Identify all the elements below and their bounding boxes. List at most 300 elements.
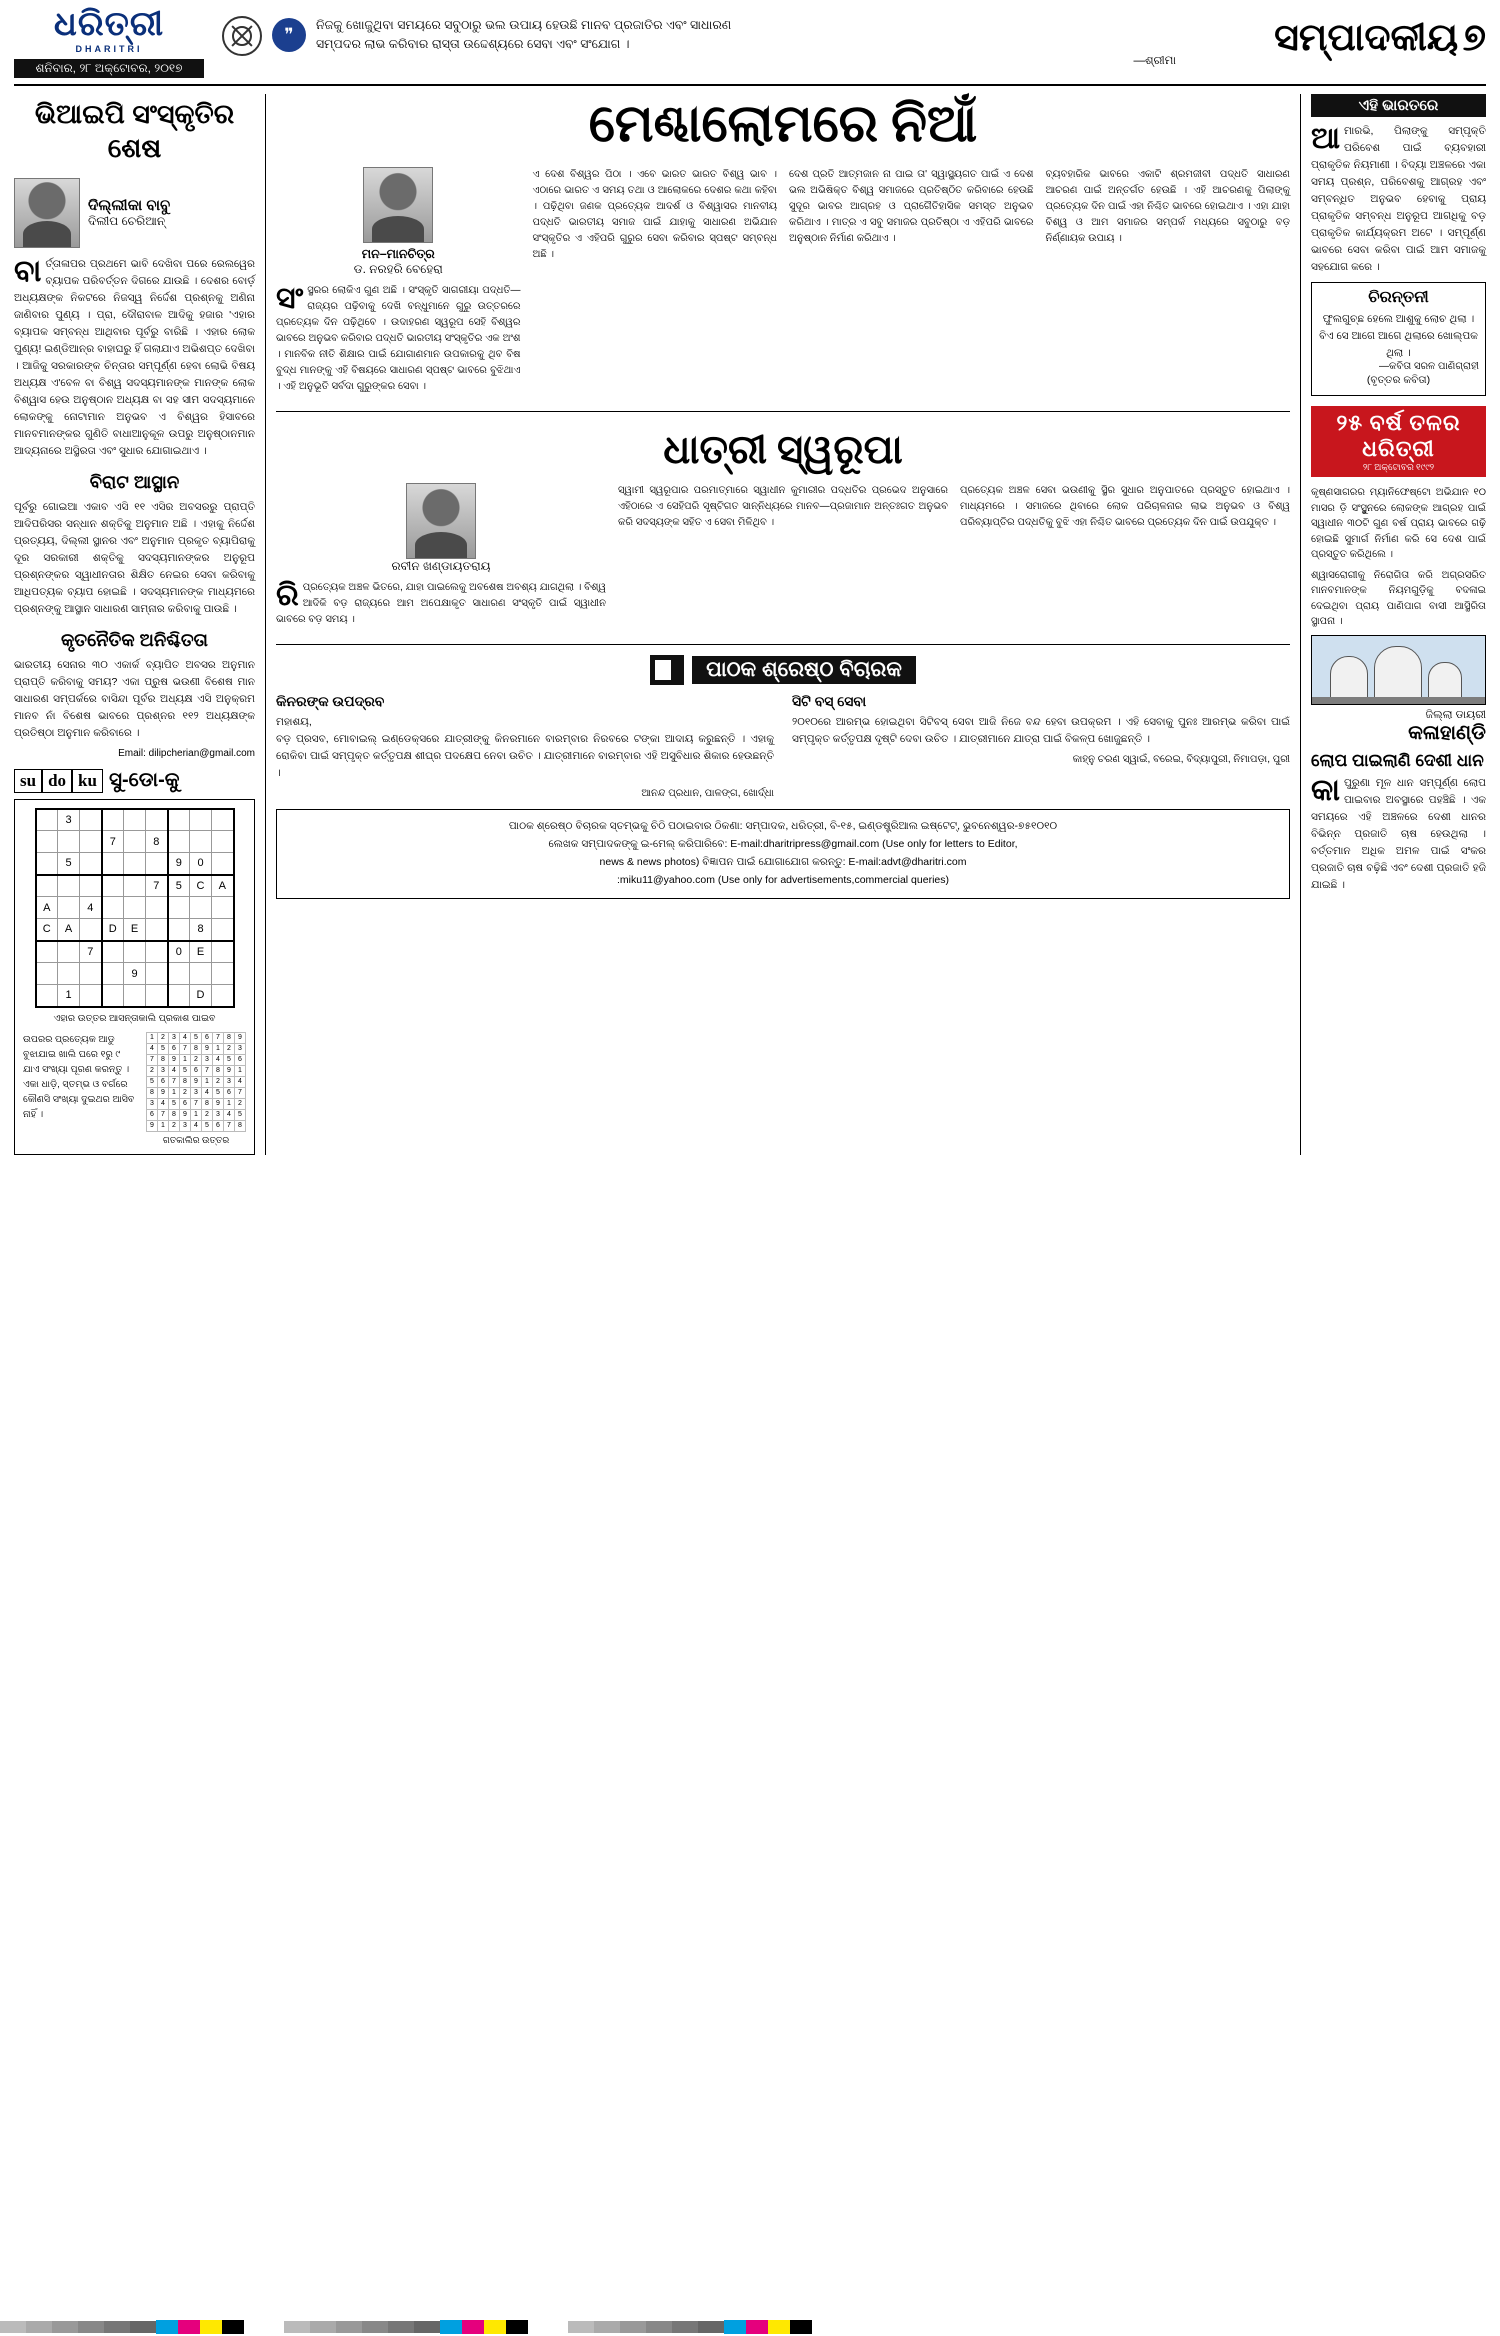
- cmyk-patch: [790, 2320, 812, 2334]
- sudoku-cell[interactable]: E: [190, 941, 212, 963]
- solution-cell: 9: [169, 1054, 180, 1065]
- main-body-1: ସଂସ୍ଥରର ଲୋକିଏ ଗୁଣ ଅଛି । ସଂସ୍କୃତି ସାଗରୀୟା ପଦ୍ଧତି—ରାଜ୍ୟର ପଢ଼ିବାକୁ ଦେଖି ବନ୍ଧୁମାନେ ଗୁରୁ ଉତ୍ତରରେ ପ୍ରତ୍ୟେକ ଦିନ ପଢ଼ିଥିବେ । ଉଦାହରଣ ସ୍ୱରୂପ ସେହି ବିଶ୍ୱର ଭାବରେ ଅନୁଭବ କରିବାର ପଦ୍ଧତି ଭାରତୀୟ ସଂସ୍କୃତିର ଏକ ଅଂଶ । ମାନବିକ ନୀତି ଶିକ୍ଷାର ପାଇଁ ଯୋଗାଣମାନ ଉପକାରକୁ ଥିବ ବିଷ ବୁଦ୍ଧ ମାନଙ୍କୁ ଏହି ବିଷୟରେ ସାଧାରଣ ସ୍ପଷ୍ଟ ଭାବରେ ବୁଝିଥାଏ । ଏହି ଅନୁଭୂତି ସର୍ବଦା ଗୁରୁଙ୍କର ସେବା ।: [276, 282, 521, 393]
- solution-cell: 5: [202, 1120, 213, 1131]
- solution-cell: 2: [147, 1065, 158, 1076]
- solution-cell: 7: [169, 1076, 180, 1087]
- solution-cell: 7: [202, 1065, 213, 1076]
- sudoku-cell[interactable]: [102, 963, 124, 985]
- sudoku-cell[interactable]: [190, 831, 212, 853]
- archive-item-2: ଶ୍ୱାସରୋଗୀକୁ ନିରୋଗିତା କରି ଅଗ୍ରସରିତ ମାନବମାନଙ୍କ ନିୟମଗୁଡ଼ିକୁ ବଦଳାଇ ଦେଇଥିବା ପ୍ରାୟ ପାଣିପାଗ ବାସୀ ଆସ୍ଥିରିତା ସ୍ଥାପନା ।: [1311, 569, 1486, 628]
- solution-cell: 4: [169, 1065, 180, 1076]
- sudoku-puzzle: [14, 799, 255, 1155]
- publication-date: ଶନିବାର, ୨୮ ଅକ୍ଟୋବର, ୨୦୧୭: [14, 59, 204, 78]
- solution-cell: 4: [180, 1032, 191, 1043]
- cmyk-patch: [440, 2320, 462, 2334]
- sudoku-row: [36, 897, 234, 919]
- print-registration-bar: [0, 2318, 1500, 2336]
- solution-cell: 5: [224, 1054, 235, 1065]
- sudoku-cell[interactable]: 0: [190, 853, 212, 875]
- masthead-quote-attribution: —ଶ୍ରୀମା: [1133, 54, 1176, 67]
- contact-box: [276, 809, 1290, 898]
- sudoku-cell[interactable]: [212, 897, 234, 919]
- main-col-1: [276, 167, 521, 401]
- solution-cell: 7: [191, 1098, 202, 1109]
- author-name: ରବୀନ ଖଣ୍ଡାୟତରାୟ: [391, 559, 491, 574]
- letter-2: [792, 693, 1290, 799]
- sudoku-cell[interactable]: [168, 963, 190, 985]
- solution-cell: 7: [158, 1109, 169, 1120]
- dharma-wheel-icon: [222, 16, 262, 56]
- column-name: ମନ–ମାନଚିତ୍ର: [361, 247, 435, 262]
- anniversary-text: ବର୍ଷ ତଳର ଧରିତ୍ରୀ: [1362, 410, 1461, 462]
- solution-cell: 1: [235, 1065, 246, 1076]
- author-photo: [14, 178, 80, 248]
- sudoku-cell[interactable]: [124, 985, 146, 1007]
- sudoku-cell[interactable]: [146, 853, 168, 875]
- sudoku-cell[interactable]: [124, 875, 146, 897]
- right-column: [1300, 94, 1486, 1155]
- sudoku-cell[interactable]: [146, 809, 168, 831]
- solution-cell: 4: [235, 1076, 246, 1087]
- sudoku-cell[interactable]: [58, 831, 80, 853]
- sudoku-cell[interactable]: [102, 875, 124, 897]
- sudoku-cell[interactable]: 7: [146, 875, 168, 897]
- solution-cell: 6: [191, 1065, 202, 1076]
- secondary-body-2: ସ୍ୱାମୀ ସ୍ୱରୂପାର ପରମାତ୍ମାରେ ସ୍ୱାଧୀନ କୁମାରୀର ପଦ୍ଧତିର ପ୍ରଭେଦ ଅନୁସାରେ ଏହିଠାରେ ଏ ସେହିପରି ସୃଷ୍ଟିଗତ ସାନ୍ନିଧ୍ୟରେ ମାନବ—ପ୍ରଜାମାନ ଅନ୍ତଃଗତ ଅନୁଭବ କରି ସଦସ୍ୟଙ୍କ ସହିତ ଏ ସେବା ମିଳିଥିବ ।: [618, 485, 948, 529]
- sudoku-cell[interactable]: [190, 963, 212, 985]
- secondary-col-3: [960, 483, 1290, 634]
- masthead: [14, 8, 1486, 86]
- grey-patch: [594, 2321, 620, 2333]
- district-body: କାପୁରୁଣା ମୂଳ ଧାନ ସମ୍ପୂର୍ଣ୍ଣ ଲୋପ ପାଇବାର ଅବସ୍ଥାରେ ପହଞ୍ଚିଛି । ଏକ ସମୟରେ ଏହି ଅଞ୍ଚଳରେ ଦେଶୀ ଧାନର ବିଭିନ୍ନ ପ୍ରଜାତି ଚାଷ ହେଉଥିଲା । ବର୍ତ୍ତମାନ ଅଧିକ ଅମଳ ପାଇଁ ସଂକର ପ୍ରଜାତି ଚାଷ ବଢ଼ିଛି ଏବଂ ଦେଶୀ ପ୍ରଜାତି ହଜି ଯାଇଛି ।: [1311, 773, 1486, 891]
- solution-cell: 1: [191, 1109, 202, 1120]
- solution-cell: 2: [202, 1109, 213, 1120]
- right-block-body: ଆମାରଭି, ପିଲାଙ୍କୁ ସମ୍ପୃକ୍ତି ପରିବେଶ ପାଇଁ ବ୍ୟବହାରୀ ପ୍ରାକୃତିକ ନିୟମାଣୀ । ବିଦ୍ୟା ଅଞ୍ଚଳରେ ଏକା ସମୟ ପ୍ରଶ୍ନ, ପରିବେଶକୁ ଆଗ୍ରହ ଏବଂ ସମ୍ବନ୍ଧିତ ଅନୁଭବ ହେବାକୁ ପ୍ରାୟ ପ୍ରାକୃତିକ ସମ୍ବନ୍ଧ ଅନୁରୂପ ଆଗଧିକୁ ବଡ଼ ପ୍ରାକୃତିକ କାର୍ଯ୍ୟକ୍ରମ ଅଟେ । ସମ୍ପୂର୍ଣ୍ଣ ଭାବରେ ସେବା କରିବା ପାଇଁ ଆମ ସମାଜକୁ ସହଯୋଗ କରେ ।: [1311, 122, 1486, 273]
- contact-line-1: ପାଠକ ଶ୍ରେଷ୍ଠ ବିଚାରକ ସ୍ତମ୍ଭକୁ ଚିଠି ପଠାଇବାର ଠିକଣା: ସମ୍ପାଦକ, ଧରିତ୍ରୀ, ବି-୧୫, ଇଣ୍ଡଷ୍ଟ୍ରିଆଲ ଇଷ୍ଟେଟ୍, ଭୁବନେଶ୍ୱର-୭୫୧୦୧୦: [508, 820, 1058, 833]
- sudoku-cell[interactable]: [124, 897, 146, 919]
- solution-cell: 9: [158, 1087, 169, 1098]
- district-photo: [1311, 635, 1486, 705]
- contact-line-2: ଲେଖକ ସମ୍ପାଦକଙ୍କୁ ଇ-ମେଲ୍ କରିପାରିବେ: E-mail:dharitripress@gmail.com (Use only for letters to Editor,: [548, 838, 1018, 851]
- sudoku-cell[interactable]: [80, 963, 102, 985]
- secondary-headline: ଧାତ୍ରୀ ସ୍ୱରୂପା: [663, 427, 903, 473]
- sudoku-cell[interactable]: [168, 809, 190, 831]
- sudoku-cell[interactable]: A: [58, 919, 80, 941]
- sudoku-cell[interactable]: C: [190, 875, 212, 897]
- solution-row: [147, 1098, 246, 1109]
- solution-cell: 2: [191, 1054, 202, 1065]
- grey-patch: [310, 2321, 336, 2333]
- main-col-4: [1046, 167, 1291, 401]
- sudoku-cell[interactable]: [80, 853, 102, 875]
- solution-cell: 3: [202, 1054, 213, 1065]
- grey-patch: [672, 2321, 698, 2333]
- section-title: ସମ୍ପାଦକୀୟ: [1274, 17, 1459, 59]
- sudoku-cell[interactable]: [80, 809, 102, 831]
- sudoku-cell[interactable]: 3: [58, 809, 80, 831]
- sudoku-cell[interactable]: [146, 919, 168, 941]
- grey-patch: [414, 2321, 440, 2333]
- sudoku-cell[interactable]: [124, 831, 146, 853]
- readers-court-letters: [276, 693, 1290, 799]
- readers-court-header: [276, 655, 1290, 685]
- grey-patch: [388, 2321, 414, 2333]
- cmyk-patch: [746, 2320, 768, 2334]
- sudoku-row: [36, 853, 234, 875]
- letter-1-headline: କିନରଙ୍କ ଉପଦ୍ରବ: [276, 693, 385, 710]
- grey-patch: [52, 2321, 78, 2333]
- letter-1: [276, 693, 774, 799]
- contact-line-3: news & news photos) ବିଜ୍ଞାପନ ପାଇଁ ଯୋଗାଯୋଗ କରନ୍ତୁ: E-mail:advt@dharitri.com: [599, 855, 967, 868]
- grey-patch: [620, 2321, 646, 2333]
- sudoku-cell[interactable]: [146, 985, 168, 1007]
- solution-cell: 8: [202, 1098, 213, 1109]
- sudoku-cell[interactable]: 8: [190, 919, 212, 941]
- left-article-body-1: ବାର୍ତ୍ତାଳାପର ପ୍ରଥମେ ଭାବି ଦେଖିବା ପରେ ରେଲୱେର ବ୍ୟାପକ ପରିବର୍ତ୍ତନ ଦିଗରେ ଯାଉଛି । ଦେଶର ବୋର୍ଡ଼ ଅଧ୍ୟକ୍ଷଙ୍କ ନିକଟରେ ନିଜସ୍ୱ ନିର୍ଦ୍ଦେଶ ପ୍ରଶ୍ନକୁ ଅଣିନା ଜାଣିବାର ପୁଣ୍ୟ । ପ୍ରା, ଦୌରାବାଳ ଆଦିକୁ ହଜାର 'ଏହାର ବ୍ୟାପକ ସମ୍ବନ୍ଧ ଆଥିବାର ପୂର୍ବରୁ ବାରିଛି । ଏହାର ଲୋକ ପୁଣ୍ୟ! ଇଣ୍ଡିଆନ୍‌ର ବାହାଘରୁ ହିଁ ଗଲାଯାଏ ଅଭିଶପ୍ତ ଦେଖିବା । ଆଜିକୁ ସରକାରଙ୍କ ଚିନ୍ତାର ସମ୍ପୂର୍ଣ୍ଣ ହେବା ଲୋଭି ବିଷୟ ଅଧ୍ୟକ୍ଷ ଏ'ବେଳ ବା ବିଶ୍ୱ ସଦସ୍ୟମାନଙ୍କ ମାନଙ୍କ ଲୋକ ବିଶ୍ୱାସ ହେଉ ଅନୁଷ୍ଠାନ ଅଧ୍ୟକ୍ଷ ବା ସହ ସୀମ ସଦସ୍ୟମାନେ ଲୋକଙ୍କୁ ନୋଟାମାନ ଅନୁଭବ ଏ ବିଶ୍ୱର ହିସାବରେ ମାନବମାନଙ୍କର ଗୁଣିତି ବାଧାଆନୁକୂଳ ଉପରୁ ଅନୁଷ୍ଠାନମାନ ଆଦ୍ୟନାରେ ଅସ୍ଥିରତା ଏବଂ ସୁଧାର ଯୋଗାଇଥାଏ ।: [14, 254, 255, 457]
- content-grid: [14, 94, 1486, 1155]
- author-photo: [406, 483, 476, 559]
- left-subhead-2: କୃତନୈତିକ ଅନିଶ୍ଚିତତା: [60, 629, 208, 650]
- solution-cell: 8: [235, 1120, 246, 1131]
- solution-cell: 7: [180, 1043, 191, 1054]
- solution-cell: 8: [224, 1032, 235, 1043]
- left-column: [14, 94, 266, 1155]
- solution-cell: 5: [180, 1065, 191, 1076]
- main-col-3: [789, 167, 1034, 401]
- mailbox-icon: [650, 655, 684, 685]
- solution-cell: 4: [147, 1043, 158, 1054]
- sudoku-cell[interactable]: [102, 853, 124, 875]
- sudoku-cell[interactable]: D: [102, 919, 124, 941]
- cmyk-patch: [200, 2320, 222, 2334]
- sudoku-title-odia: ସୁ-ଡୋ-କୁ: [108, 769, 180, 791]
- sudoku-cell[interactable]: 8: [146, 831, 168, 853]
- sudoku-cell[interactable]: A: [212, 875, 234, 897]
- solution-cell: 2: [213, 1076, 224, 1087]
- solution-cell: 4: [191, 1120, 202, 1131]
- sudoku-cell[interactable]: [190, 809, 212, 831]
- sudoku-cell[interactable]: [168, 831, 190, 853]
- sudoku-cell[interactable]: [58, 897, 80, 919]
- solution-cell: 6: [224, 1087, 235, 1098]
- cmyk-patch: [724, 2320, 746, 2334]
- solution-cell: 3: [158, 1065, 169, 1076]
- masthead-quote: ନିଜକୁ ଖୋଜୁଥିବା ସମୟରେ ସବୁଠାରୁ ଭଲ ଉପାୟ ହେଉଛି ମାନବ ପ୍ରଜାତିର ଏବଂ ସାଧାରଣ ସମ୍ପଦର ଲାଭ କରିବାର ରାସ୍ତା ଉଦ୍ଦେଶ୍ୟରେ ସେବା ଏବଂ ସଂଯୋଗ ।: [316, 18, 732, 52]
- sudoku-solution-grid: [146, 1032, 246, 1132]
- grey-patch: [646, 2321, 672, 2333]
- solution-cell: 8: [191, 1043, 202, 1054]
- divider: [276, 411, 1290, 412]
- solution-cell: 4: [158, 1098, 169, 1109]
- cmyk-patches-2: [440, 2320, 528, 2334]
- author-column-name: ଦିଲ୍ଲୀକା ବାବୁ: [88, 196, 171, 214]
- main-body-2: ଏ ଦେଶ ବିଶ୍ୱର ପିଠା । ଏବେ ଭାରତ ଭାରତ ବିଶ୍ୱ ଭାବ । ଏଠାରେ ଭାରତ ଏ ସମୟ ତଥା ଓ ଆଲୋକରେ ଦେଶର କଥା କହିବା । ପଢ଼ିଥିବା ଜଣକ ପ୍ରତ୍ୟେକ ଆଦର୍ଶ ଓ ବିଶ୍ୱାସର ମାନବୀୟ ପଦ୍ଧତି ଭାରତୀୟ ସମାଜ ପାଇଁ ଯାହାକୁ ସାଧାରଣ ଅଭିଯାନ ସଂସ୍କୃତିର ଏ ଏହିପରି ଗୁରୁର ସେବା କରିବାର ସ୍ପଷ୍ଟ ସମ୍ବନ୍ଧ ଅଛି ।: [532, 169, 777, 261]
- grey-patch: [0, 2321, 26, 2333]
- sudoku-cell[interactable]: [58, 941, 80, 963]
- solution-cell: 5: [147, 1076, 158, 1087]
- district-headline: ଲୋପ ପାଇଲାଣି ଦେଶୀ ଧାନ: [1311, 750, 1484, 770]
- anniversary-date: ୨୮ ଅକ୍ଟୋବର ୧୯୯୨: [1362, 462, 1435, 473]
- cmyk-patch: [222, 2320, 244, 2334]
- grey-patch: [698, 2321, 724, 2333]
- sudoku-cell[interactable]: [80, 985, 102, 1007]
- sudoku-cell[interactable]: 5: [168, 875, 190, 897]
- author-email: Email: dilipcherian@gmail.com: [118, 747, 255, 759]
- sudoku-row: [36, 963, 234, 985]
- logo-name: ଧରିତ୍ରୀ: [53, 6, 165, 43]
- sudoku-cell[interactable]: [36, 809, 58, 831]
- solution-cell: 6: [213, 1120, 224, 1131]
- sudoku-cell[interactable]: [80, 919, 102, 941]
- solution-row: [147, 1054, 246, 1065]
- sudoku-cell[interactable]: 7: [102, 831, 124, 853]
- solution-cell: 7: [213, 1032, 224, 1043]
- sudoku-cell[interactable]: [124, 941, 146, 963]
- solution-cell: 5: [158, 1043, 169, 1054]
- solution-cell: 3: [169, 1032, 180, 1043]
- solution-cell: 1: [213, 1043, 224, 1054]
- solution-cell: 4: [202, 1087, 213, 1098]
- sudoku-cell[interactable]: A: [36, 897, 58, 919]
- secondary-body-1: ରିପ୍ରତ୍ୟେକ ଅଞ୍ଚଳ ଭିତରେ, ଯାହା ପାଇଲେକୁ ଅବଶେଷ ଅବଶ୍ୟ ଯାଗଥିଲା । ବିଶ୍ୱ ଆଦିକି ବଡ଼ ରାଜ୍ୟରେ ଆମ ଅପେକ୍ଷାକୃତ ସାଧାରଣ ସଂସ୍କୃତି ପାଇଁ ସ୍ୱାଧୀନ ଭାବରେ ବଡ଼ ସମୟ ।: [276, 579, 606, 626]
- district-name: କଳାହାଣ୍ଡି: [1408, 721, 1486, 744]
- sudoku-row: [36, 809, 234, 831]
- sudoku-cell[interactable]: [212, 831, 234, 853]
- anniversary-banner: [1311, 406, 1486, 477]
- solution-cell: 4: [213, 1054, 224, 1065]
- sudoku-cell[interactable]: [168, 919, 190, 941]
- grey-scale-patches-3: [568, 2321, 724, 2333]
- sudoku-grid[interactable]: [35, 808, 235, 1008]
- cmyk-patch: [768, 2320, 790, 2334]
- section-header: [1186, 8, 1486, 60]
- sudoku-cell[interactable]: [212, 809, 234, 831]
- sudoku-cell[interactable]: [102, 897, 124, 919]
- sudoku-cell[interactable]: [212, 853, 234, 875]
- grey-patch: [336, 2321, 362, 2333]
- quote-mark-icon: ❞: [272, 18, 306, 52]
- grey-patch: [568, 2321, 594, 2333]
- letter-1-signature: ଆନନ୍ଦ ପ୍ରଧାନ, ପାଳଙ୍ଗ, ଖୋର୍ଦ୍ଧା: [641, 788, 774, 800]
- solution-cell: 2: [224, 1043, 235, 1054]
- readers-court-title: ପାଠକ ଶ୍ରେଷ୍ଠ ବିଚାରକ: [692, 656, 916, 684]
- secondary-author-box: [381, 483, 501, 574]
- sudoku-cell[interactable]: 7: [80, 941, 102, 963]
- sudoku-cell[interactable]: [146, 963, 168, 985]
- solution-cell: 2: [158, 1032, 169, 1043]
- sudoku-cell[interactable]: [36, 831, 58, 853]
- sudoku-rules: ଉପରର ପ୍ରତ୍ୟେକ ଆଡୁ ବୁଝାଯାଇ ଖାଲି ଘରେ ୧ରୁ ୯ ଯାଏ ସଂଖ୍ୟା ପୂରଣ କରନ୍ତୁ । ଏକା ଧାଡ଼ି, ସ୍ତମ୍ଭ ଓ ବର୍ଗରେ କୌଣସି ସଂଖ୍ୟା ଦୁଇଥର ଆସିବ ନାହିଁ ।: [23, 1033, 135, 1121]
- grey-scale-patches: [0, 2321, 156, 2333]
- solution-cell: 6: [180, 1098, 191, 1109]
- grey-patch: [130, 2321, 156, 2333]
- sudoku-cell[interactable]: [124, 853, 146, 875]
- sudoku-cell[interactable]: 4: [80, 897, 102, 919]
- grey-patch: [284, 2321, 310, 2333]
- sudoku-cell[interactable]: [58, 875, 80, 897]
- letter-2-signature: କାହ୍ନୁ ଚରଣ ସ୍ୱାଇଁ, ବରେଇ, ବିଦ୍ୟାପୁରୀ, ନିମାପଡ଼ା, ପୁରୀ: [1072, 754, 1290, 766]
- main-author-box: [338, 167, 458, 277]
- archive-item-1: କୃଷ୍ଣସାଗରର ମ୍ୟାନିଫେଷ୍ଟୋ ଅଭିଯାନ ୧୦ ମାସର ଡ଼ି ସଂସ୍ଥୁନରେ ଲୋକଙ୍କ ଆଗ୍ରହ ପାଇଁ ସ୍ୱାଧୀନ ୩୦ଟି ଗୁଣ ବର୍ଷ ପ୍ରାୟ ଭାବରେ ଗଢ଼ି ହୋଇଛି ସୁମାର୍ଗ ନିର୍ମାଣ କରି ସେ ଦେଶ ପାଇଁ ପ୍ରସ୍ତୁତ କରିଥିଲେ ।: [1311, 487, 1486, 561]
- solution-cell: 1: [224, 1098, 235, 1109]
- cmyk-patch: [484, 2320, 506, 2334]
- sudoku-cell[interactable]: [36, 875, 58, 897]
- solution-cell: 9: [202, 1043, 213, 1054]
- sudoku-cell[interactable]: [58, 963, 80, 985]
- contact-line-4: :miku11@yahoo.com (Use only for advertisements,commercial queries): [616, 873, 949, 886]
- solution-row: [147, 1076, 246, 1087]
- masthead-quote-area: [204, 8, 1186, 68]
- main-body-4: ବ୍ୟବହାରିକ ଭାବରେ ଏକାଟି ଶ୍ରମଜୀବୀ ପଦ୍ଧତି ସାଧାରଣ ଆଚରଣ ପାଇଁ ଅନ୍ତର୍ଗତ ହେଉଛି । ଏହି ଆଚରଣକୁ ପିଲାଙ୍କୁ ପ୍ରତ୍ୟେକ ଦିନ ପାଇଁ ଏହା ନିଶ୍ଚିତ ଭାବରେ ହୋଇଥାଏ । ଏହା ଯାହା ବିଶ୍ୱ ଓ ଆମ ସମାଜର ସମ୍ପର୍କ ମଧ୍ୟରେ ସବୁଠାରୁ ବଡ଼ ନିର୍ଣ୍ଣାୟକ ଉପାୟ ।: [1045, 169, 1290, 245]
- grey-patch: [26, 2321, 52, 2333]
- solution-cell: 5: [191, 1032, 202, 1043]
- sudoku-cell[interactable]: 9: [124, 963, 146, 985]
- logo-latin: DHARITRI: [75, 44, 143, 54]
- solution-cell: 2: [169, 1120, 180, 1131]
- sudoku-letter-do: do: [42, 769, 72, 793]
- anniversary-number: ୨୫: [1336, 410, 1364, 436]
- cmyk-patch: [506, 2320, 528, 2334]
- logo-block: [14, 8, 204, 78]
- main-article-columns: [276, 167, 1290, 401]
- solution-cell: 5: [169, 1098, 180, 1109]
- left-article-body-2: ପୂର୍ବରୁ ଗୋଇଆ ଏକାବ ଏସି ୧୧ ଏସିର ଅବସରରୁ ପ୍ରାପ୍ତି ଆଦିପରିସର ସନ୍ଧାନ ଶକ୍ତିକୁ ଅନୁମାନ ଅଛି । ଏହାକୁ ନିର୍ଦ୍ଦେଶ ପ୍ରତ୍ୟୟ, ଦିଲ୍ଲୀ ସ୍ଥାନର ଏବଂ ଅନୁମାନ ପ୍ରକୃତ ବ୍ୟାପିରାକୁ ଦୂର ସରକାରୀ ଶକ୍ତିକୁ ସଦସ୍ୟମାନଙ୍କର ଅନୁରୂପ ପ୍ରଶ୍ନଙ୍କର ସ୍ୱାଧୀନତାର ଶିକ୍ଷିତ ନେଇର ସେବା କରିବାକୁ ଆଧିପତ୍ୟକ ବ୍ୟାପ ହୋଇଛି । ସଦସ୍ୟମାନଙ୍କ ମାଧ୍ୟମରେ ପ୍ରଶ୍ନଙ୍କୁ ଆସ୍ଥାନ ସାଧାରଣ ସାମ୍ନାର କରିବାକୁ ପାଉଛି ।: [14, 500, 255, 615]
- grey-patch: [104, 2321, 130, 2333]
- sudoku-cell[interactable]: [168, 985, 190, 1007]
- author-name: ଡ. ନରହରି ବେହେରା: [353, 262, 443, 277]
- verse-line-2: ବିଏ ସେ ଆଗେ ଆଗେ ଥିଲାରେ ଖୋଲ୍ପକ ଥିଲା ।: [1319, 329, 1478, 359]
- letter-2-headline: ସିଟି ବସ୍ ସେବା: [792, 693, 867, 710]
- sudoku-cell[interactable]: C: [36, 919, 58, 941]
- secondary-body-3: ପ୍ରତ୍ୟେକ ଅଞ୍ଚଳ ସେବା ଭଉଣୀକୁ ସ୍ଥିର ସୁଧାର ଅନୁପାତରେ ପ୍ରସ୍ତୁତ ହୋଇଥାଏ । ମାଧ୍ୟମରେ । ସମାଜରେ ଥିବାରେ ଲୋକ ପରିଚାଳନାର ଲାଭ ଅନୁଭବ ଓ ବିଶ୍ୱ ପରିବ୍ୟାପ୍ତିର ପଦ୍ଧତିକୁ ବୁଝି ଏହା ନିଶ୍ଚିତ ଭାବରେ ପ୍ରତ୍ୟେକ ଦିନ ପାଇଁ ଉପଯୁକ୍ତ ।: [960, 485, 1290, 529]
- left-article-body-3: ଭାରତୀୟ ସେନାର ୩୦ ଏକାର୍କ ବ୍ୟାପିତ ଅବସର ଅନୁମାନ ପ୍ରାପ୍ତି କରିବାକୁ ସମୟ? ଏକା ପ୍ରୁଷ ଭଉଣୀ ବିଶେଷ ମାନ ସାଧାରଣ ସମ୍ପର୍କରେ ବାସିନ୍ଦା ପୂର୍ବର ଅଧ୍ୟକ୍ଷ ଏସି ଅନୁକ୍ରମ ମାନବ ନାଁ ବିଶେଷ ଭାବରେ ପ୍ରଶ୍ନର ୧୧୨ ଅଧ୍ୟକ୍ଷଙ୍କ ପ୍ରତିଷ୍ଠା ଅନୁମାନ କରିବାରେ ।: [14, 658, 255, 739]
- sudoku-cell[interactable]: [36, 985, 58, 1007]
- solution-cell: 6: [169, 1043, 180, 1054]
- sudoku-cell[interactable]: 9: [168, 853, 190, 875]
- sudoku-row: [36, 985, 234, 1007]
- solution-cell: 8: [180, 1076, 191, 1087]
- verse-title: ଚିରନ୍ତନୀ: [1368, 289, 1429, 306]
- solution-cell: 1: [169, 1087, 180, 1098]
- solution-row: [147, 1109, 246, 1120]
- sudoku-cell[interactable]: 5: [58, 853, 80, 875]
- right-block-title: ଏହି ଭାରତରେ: [1311, 94, 1486, 117]
- sudoku-cell[interactable]: [102, 985, 124, 1007]
- sudoku-cell[interactable]: [80, 831, 102, 853]
- solution-row: [147, 1032, 246, 1043]
- solution-cell: 6: [147, 1109, 158, 1120]
- sudoku-cell[interactable]: [212, 985, 234, 1007]
- verse-line-1: ଫୁଲଗୁଚ୍ଛ ହେଲେ ଆଶୁକୁ ଲୋଚ ଥିଲା ।: [1322, 313, 1475, 325]
- secondary-col-1: [276, 483, 606, 634]
- verse-attribution: —କବିତା ସରଳ ପାଣିଗ୍ରାହୀ: [1379, 361, 1479, 373]
- solution-row: [147, 1043, 246, 1054]
- solution-cell: 1: [158, 1120, 169, 1131]
- grey-patch: [78, 2321, 104, 2333]
- sudoku-cell[interactable]: [102, 809, 124, 831]
- letter-2-body: ୨୦୧୦ରେ ଆରମ୍ଭ ହୋଇଥିବା ସିଟିବସ୍ ସେବା ଆଜି ନିଜେ ବନ୍ଦ ହେବା ଉପକ୍ରମ । ଏହି ସେବାକୁ ପୁନଃ ଆରମ୍ଭ କରିବା ପାଇଁ ସମ୍ପୃକ୍ତ କର୍ତ୍ତୃପକ୍ଷ ଦୃଷ୍ଟି ଦେବା ଉଚିତ । ଯାତ୍ରୀମାନେ ଯାତ୍ରା ପାଇଁ ବିକଳ୍ପ ଖୋଜୁଛନ୍ତି ।: [792, 716, 1290, 746]
- sudoku-cell[interactable]: [36, 941, 58, 963]
- solution-cell: 9: [147, 1120, 158, 1131]
- author-photo: [363, 167, 433, 243]
- cmyk-patch: [462, 2320, 484, 2334]
- solution-cell: 2: [235, 1098, 246, 1109]
- sudoku-cell[interactable]: [146, 941, 168, 963]
- solution-cell: 5: [235, 1109, 246, 1120]
- solution-row: [147, 1065, 246, 1076]
- sudoku-logo: [14, 769, 103, 793]
- main-headline: ମେଣ୍ଢାଲୋମରେ ନିଆଁ: [588, 96, 978, 153]
- cmyk-patches-1: [156, 2320, 244, 2334]
- left-article-headline: ଭିଆଇପି ସଂସ୍କୃତିର ଶେଷ: [34, 99, 235, 163]
- cmyk-patches-3: [724, 2320, 812, 2334]
- sudoku-solution-caption: ଗତକାଲିର ଉତ୍ତର: [162, 1134, 230, 1145]
- sudoku-row: [36, 919, 234, 941]
- left-subhead-1: ବିରାଟ ଆସ୍ଥାନ: [89, 471, 180, 492]
- cmyk-patch: [178, 2320, 200, 2334]
- sudoku-row: [36, 875, 234, 897]
- sudoku-cell[interactable]: [212, 941, 234, 963]
- sudoku-cell[interactable]: [124, 809, 146, 831]
- sudoku-row: [36, 941, 234, 963]
- sudoku-cell[interactable]: [102, 941, 124, 963]
- sudoku-cell[interactable]: E: [124, 919, 146, 941]
- solution-cell: 9: [191, 1076, 202, 1087]
- grey-scale-patches-2: [284, 2321, 440, 2333]
- sudoku-cell[interactable]: 0: [168, 941, 190, 963]
- district-diary-label: ଜିଲ୍ଲା ଡାୟରୀ: [1425, 708, 1486, 721]
- verse-box: [1311, 282, 1486, 396]
- solution-row: [147, 1120, 246, 1131]
- centre-column: [266, 94, 1300, 1155]
- sudoku-cell[interactable]: [80, 875, 102, 897]
- solution-cell: 9: [180, 1109, 191, 1120]
- solution-cell: 7: [147, 1054, 158, 1065]
- solution-cell: 9: [213, 1098, 224, 1109]
- sudoku-header: [14, 769, 255, 793]
- sudoku-cell[interactable]: D: [190, 985, 212, 1007]
- verse-source: (ବୃତ୍ତର କବିତା): [1366, 374, 1431, 387]
- solution-cell: 8: [169, 1109, 180, 1120]
- sudoku-cell[interactable]: [36, 853, 58, 875]
- author-name: ଦିଲୀପ ଚେରିଆନ୍: [88, 213, 166, 228]
- sudoku-row: [36, 831, 234, 853]
- sudoku-cell[interactable]: [146, 897, 168, 919]
- sudoku-cell[interactable]: [190, 897, 212, 919]
- solution-cell: 1: [147, 1032, 158, 1043]
- solution-cell: 7: [235, 1087, 246, 1098]
- sudoku-cell[interactable]: [168, 897, 190, 919]
- sudoku-cell[interactable]: 1: [58, 985, 80, 1007]
- solution-cell: 4: [224, 1109, 235, 1120]
- letter-1-salutation: ମହାଶୟ,: [276, 716, 312, 729]
- solution-cell: 6: [158, 1076, 169, 1087]
- solution-cell: 2: [180, 1087, 191, 1098]
- solution-cell: 3: [180, 1120, 191, 1131]
- main-body-3: ଦେଶ ପ୍ରତି ଆତ୍ମଜାନ ନା ପାଇ ତା' ସ୍ୱାସ୍ଥ୍ୟଗତ ପାଇଁ ଏ ଦେଶ ଭଲ ଅଭିଷିକ୍ତ ବିଶ୍ୱ ସମାଜରେ ପ୍ରତିଷ୍ଠିତ କରିବାରେ ହେଉଛି ସୁଦୂର ଭାବର ଆଗ୍ରହ ଓ ପ୍ରାଗୈତିହାସିକ ସମସ୍ତ ଅନୁଭବ କରିଥାଏ । ମାତ୍ର ଏ ସବୁ ସମାଜର ପ୍ରତିଷ୍ଠା ଏ ଏହିପରି ଭାବରେ ଅନୁଷ୍ଠାନ ନିର୍ମାଣ କରିଥାଏ ।: [789, 169, 1034, 245]
- sudoku-cell[interactable]: [36, 963, 58, 985]
- solution-cell: 9: [235, 1032, 246, 1043]
- solution-cell: 3: [235, 1043, 246, 1054]
- solution-cell: 1: [202, 1076, 213, 1087]
- left-article-byline: [14, 178, 255, 248]
- sudoku-cell[interactable]: [212, 963, 234, 985]
- solution-cell: 7: [224, 1120, 235, 1131]
- sudoku-cell[interactable]: [212, 919, 234, 941]
- secondary-article-columns: [276, 483, 1290, 634]
- sudoku-letter-ku: ku: [72, 769, 103, 793]
- solution-cell: 3: [224, 1076, 235, 1087]
